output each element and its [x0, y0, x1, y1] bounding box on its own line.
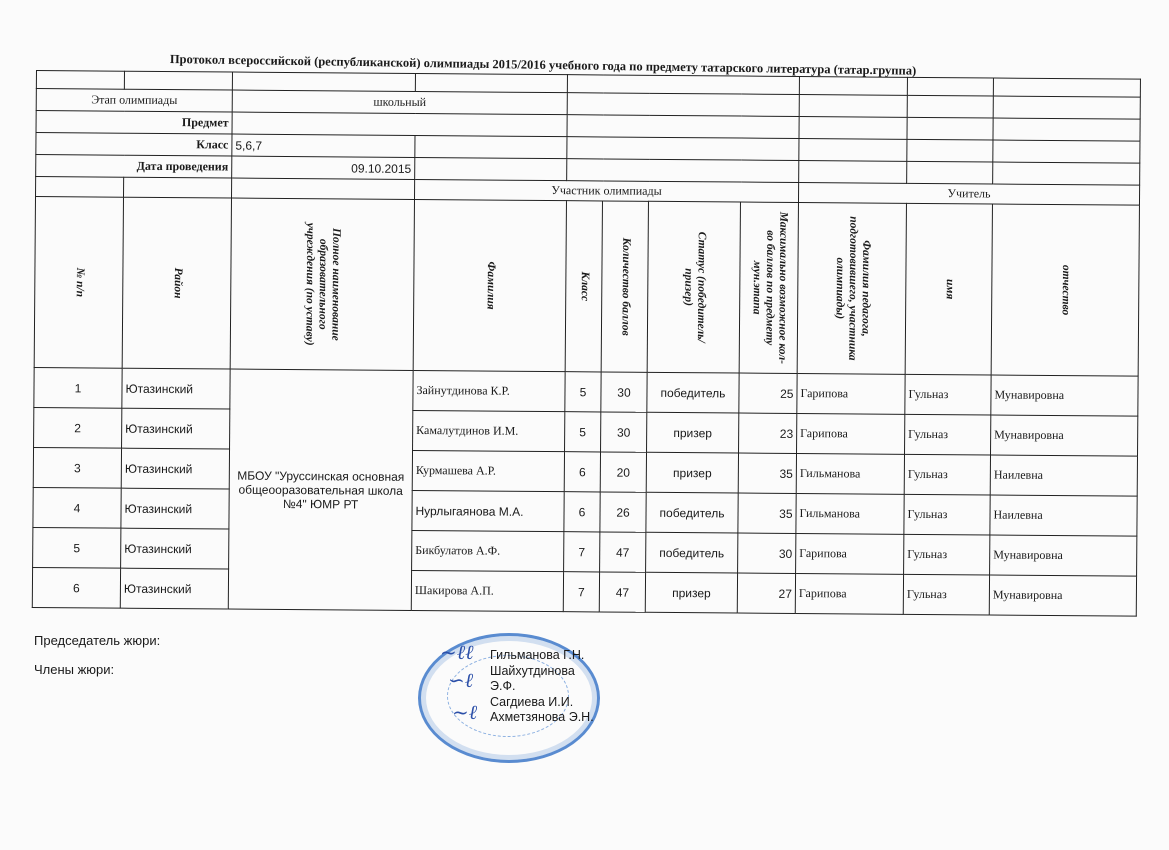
row-teacher-surname: Гарипова [797, 413, 905, 454]
row-teacher-surname: Гильманова [796, 493, 904, 534]
row-status: победитель [646, 492, 738, 533]
col-num-header: № п/п [34, 197, 123, 369]
column-header-row [34, 197, 1139, 377]
jury-members-label: Члены жюри: [34, 662, 115, 677]
row-teacher-name: Гульназ [904, 454, 990, 495]
row-num: 1 [34, 367, 122, 408]
signature-1: ~ℓℓ [440, 640, 474, 664]
row-class: 5 [565, 372, 601, 412]
row-surname: Курмашева А.Р. [412, 450, 564, 491]
col-teacher-name-header: имя [905, 203, 992, 375]
row-teacher-surname: Гарипова [797, 373, 905, 414]
col-teacher-surname-header: Фамилия педагога, подготовившего, участника олимпиады) [797, 202, 906, 374]
row-status: призер [645, 572, 737, 613]
row-score: 47 [600, 532, 646, 572]
signature-2: ∽ℓ [448, 668, 474, 692]
row-class: 6 [564, 452, 600, 492]
row-teacher-surname: Гильманова [796, 453, 904, 494]
date-label: Дата проведения [36, 155, 232, 179]
row-surname: Нурлыгаянова М.А. [412, 490, 564, 531]
row-district: Ютазинский [120, 568, 228, 609]
row-num: 2 [34, 407, 122, 448]
row-max: 35 [738, 453, 796, 493]
row-status: победитель [646, 532, 738, 573]
row-class: 6 [564, 492, 600, 532]
row-score: 30 [601, 412, 647, 452]
row-num: 3 [33, 447, 121, 488]
jury-name: Сагдиева И.И. [490, 694, 574, 709]
row-teacher-patronymic: Мунавировна [991, 415, 1138, 456]
protocol-table [32, 70, 1141, 617]
row-district: Ютазинский [122, 368, 230, 409]
row-teacher-name: Гульназ [903, 574, 989, 615]
jury-names-list [490, 648, 594, 726]
teacher-group-header: Учитель [798, 182, 1139, 205]
stage-value: школьный [232, 90, 567, 115]
row-num: 5 [33, 527, 121, 568]
school-name-cell: МБОУ "Уруссинская основная общеооразовательная школа №4" ЮМР РТ [228, 369, 413, 610]
row-district: Ютазинский [122, 408, 230, 449]
row-max: 25 [739, 373, 797, 413]
jury-name: Ахметзянова Э.Н. [490, 710, 594, 724]
subject-value [232, 112, 567, 137]
row-surname: Бикбулатов А.Ф. [412, 530, 564, 571]
row-max: 27 [737, 573, 795, 613]
col-teacher-patronymic-header: отчество [991, 204, 1139, 376]
jury-name: Э.Ф. [490, 679, 516, 693]
row-num: 6 [32, 567, 120, 608]
row-teacher-name: Гульназ [905, 414, 991, 455]
row-surname: Камалутдинов И.М. [413, 410, 565, 451]
row-score: 47 [599, 572, 645, 612]
class-value: 5,6,7 [232, 134, 415, 157]
row-status: призер [646, 452, 738, 493]
row-teacher-patronymic: Наилевна [990, 495, 1137, 536]
row-teacher-patronymic: Мунавировна [989, 575, 1136, 616]
row-district: Ютазинский [121, 448, 229, 489]
stage-label: Этап олимпиады [36, 89, 232, 113]
row-class: 7 [564, 532, 600, 572]
row-teacher-patronymic: Мунавировна [990, 535, 1137, 576]
table-row [32, 567, 1136, 616]
participant-group-header: Участник олимпиады [414, 179, 798, 202]
row-class: 7 [563, 572, 599, 612]
subject-label: Предмет [36, 111, 232, 135]
row-district: Ютазинский [121, 528, 229, 569]
row-max: 23 [739, 413, 797, 453]
col-score-header: Количество баллов [601, 201, 648, 372]
col-surname-header: Фамилия [413, 199, 566, 371]
row-teacher-patronymic: Мунавировна [991, 375, 1138, 416]
class-label: Класс [36, 133, 232, 157]
col-district-header: Район [122, 197, 231, 369]
row-teacher-patronymic: Наилевна [990, 455, 1137, 496]
row-district: Ютазинский [121, 488, 229, 529]
row-status: победитель [647, 372, 739, 413]
row-max: 35 [738, 493, 796, 533]
row-score: 26 [600, 492, 646, 532]
document-title: Протокол всероссийской (республиканской) олимпиады 2015/2016 учебного года по предмету татарского литература (татар.группа) [169, 52, 917, 78]
row-num: 4 [33, 487, 121, 528]
date-value: 09.10.2015 [232, 156, 415, 179]
row-teacher-name: Гульназ [904, 534, 990, 575]
row-teacher-name: Гульназ [905, 374, 991, 415]
col-max-header: Максимально возможное кол-во баллов по предмету мун.этапа [739, 202, 798, 373]
col-class-header: Класс [565, 201, 602, 372]
row-score: 20 [600, 452, 646, 492]
jury-name: Гильманова Г.Н. [490, 648, 585, 662]
row-surname: Шакирова А.П. [411, 570, 563, 611]
col-status-header: Статус (победитель/призер) [647, 201, 740, 373]
jury-chair-label: Председатель жюри: [34, 633, 161, 648]
signature-3: ~ℓ [452, 700, 478, 724]
row-status: призер [647, 412, 739, 453]
row-class: 5 [565, 412, 601, 452]
row-surname: Зайнутдинова К.Р. [413, 370, 565, 411]
row-teacher-surname: Гарипова [795, 573, 903, 614]
row-teacher-name: Гульназ [904, 494, 990, 535]
row-teacher-surname: Гарипова [796, 533, 904, 574]
row-score: 30 [601, 372, 647, 412]
jury-name: Шайхутдинова [490, 663, 575, 678]
col-school-header: Полное наименование образовательного учреждения (по уставу) [230, 198, 414, 370]
row-max: 30 [738, 533, 796, 573]
